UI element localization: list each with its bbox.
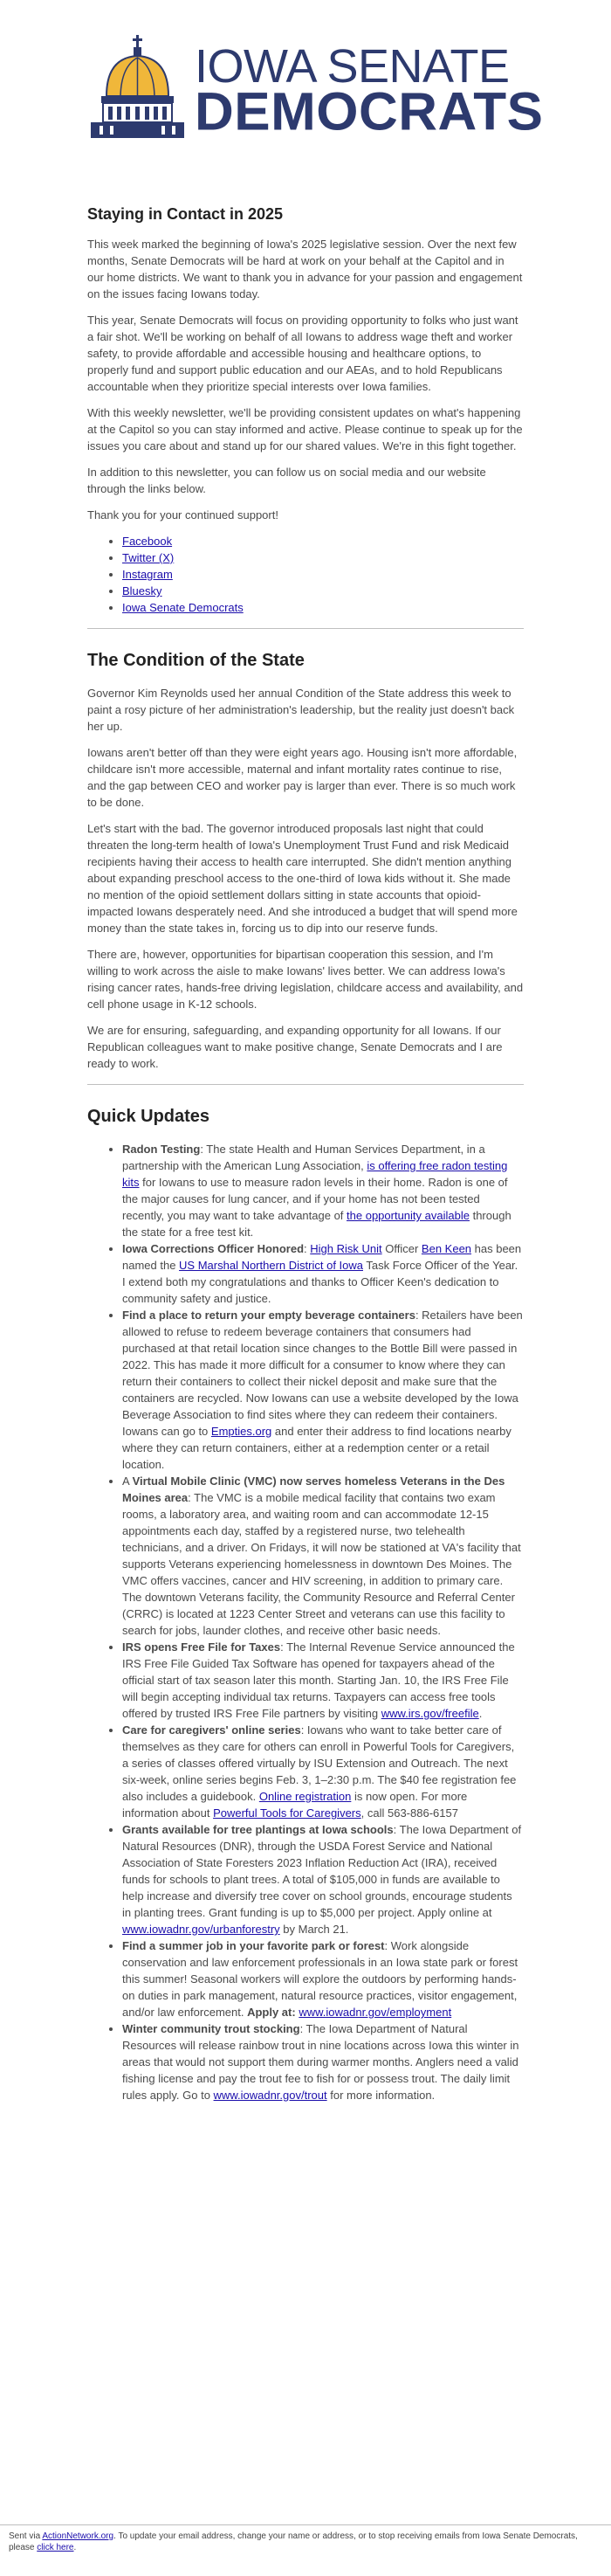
text: A [122,1474,133,1488]
online-registration-link[interactable]: Online registration [258,1790,352,1803]
text: has been named the [122,1242,522,1272]
text: : Retailers have been allowed to refuse to redeem beverage containers that consumers had purchased at that retail location since changes to the Bottle Bill were passed in 2022. This has made it more difficult for a consumer to know where they can return their containers to collect their nickel deposit and make sure that the containers are recycled. Now Iowans can use a website developed by the Iowa Beverage Association to find sites where they can redeem their containers. Iowans can go to [122,1309,523,1438]
condition-paragraph-2: Iowans aren't better off than they were eight years ago. Housing isn't more affordable, childcare isn't more accessible, maternal and infant mortality rates continue to rise, and the gap between CEO and worker pay is larger than ever. There is so much work to be done. [87,746,518,809]
quick-updates-list [87,1141,524,2103]
footer-text [9,2531,602,2553]
condition-paragraph-1: Governor Kim Reynolds used her annual Condition of the State address this week to paint a rosy picture of her administration's leadership, but the reality just doesn't back her up. [87,687,515,733]
text: : The Iowa Department of Natural Resources (DNR), through the USDA Forest Service and National Association of State Foresters 2023 Inflation Reduction Act (IRA), received funds for schools to plant trees. A total of $105,000 in funds are available to help increase and diversify tree cover on school grounds, encourage students in planting trees. Grant funding is up to $5,000 per project. Apply online at [122,1823,522,1919]
update-heading: IRS opens Free File for Taxes [122,1640,281,1654]
update-irs [122,1639,524,1722]
quick-updates-title: Quick Updates [87,1107,210,1126]
logo-line-1: IOWA SENATE [195,40,510,93]
text: : Work alongside conservation and law enforcement professionals in an Iowa state park or forest this summer! Seasonal workers will explore the outdoors by performing hands-on duties in park management, natural resource practices, visitor engagement, and/or law enforcement. [122,1939,518,2019]
text: : [304,1242,311,1255]
website-link[interactable]: Iowa Senate Democrats [122,601,244,614]
radon-kits-link[interactable]: is offering free radon testing kits [122,1159,508,1189]
intro-title: Staying in Contact in 2025 [87,205,284,223]
update-trout [122,2020,524,2103]
text: by March 21. [279,1923,349,1936]
update-heading: Iowa Corrections Officer Honored [122,1242,305,1255]
text: for more information. [326,2089,436,2102]
text: Officer [381,1242,422,1255]
twitter-link[interactable]: Twitter (X) [122,551,175,564]
intro-paragraph-4: In addition to this newsletter, you can follow us on social media and our website through the links below. [87,466,486,495]
text: . [478,1707,483,1720]
list-item [122,599,524,616]
text: : The Internal Revenue Service announced the IRS Free File Guided Tax Software has opened for taxpayers ahead of the official start of tax season later this month. Starting Jan. 10, the IRS Free File will begin accepting individual tax returns. Taxpayers can access free tools offered by trusted IRS Free File partners by visiting [122,1640,515,1720]
condition-paragraph-3: Let's start with the bad. The governor introduced proposals last night that could threaten the long-term health of Iowa's Unemployment Trust Fund and risk Medicaid recipients having their access to health care interrupted. She didn't mention anything about expanding preschool access to the one-third of Iowa kids without it. She made no mention of the opioid settlement dollars sitting in state accounts that opioid-impacted Iowans desperately need. And she introduced a budget that will spend more money than the state takes in, forcing us to dip into our reserve funds. [87,822,518,935]
actionnetwork-link[interactable]: ActionNetwork.org [42,2531,114,2541]
update-summer-job [122,1937,524,2020]
update-beverage [122,1307,524,1473]
update-heading: Winter community trout stocking [122,2022,300,2035]
update-heading: Find a place to return your empty beverage containers [122,1309,415,1322]
ben-keen-link[interactable]: Ben Keen [421,1242,472,1255]
list-item [122,533,524,549]
text: : The state Health and Human Services Department, in a partnership with the American Lung Association, [122,1143,485,1172]
intro-paragraph-2: This year, Senate Democrats will focus on providing opportunity to folks who just want a fair shot. We'll be working on behalf of all Iowans to address wage theft and worker safety, to provide affordable and accessible housing and healthcare options, to properly fund and support public education and our AEAs, and to hold Republicans accountable when they prioritize special interests over Iowa families. [87,314,518,393]
text: Sent via [9,2531,43,2541]
update-vmc [122,1473,524,1639]
divider [87,1084,524,1085]
social-links [87,533,524,616]
text: : The Iowa Department of Natural Resources will release rainbow trout in nine locations across Iowa this winter in areas that would not support them during warmer months. Anglers need a valid fishing license and pay the trout fee to fish for or possess trout. The daily limit rules apply. Go to [122,2022,519,2102]
list-item [122,583,524,599]
intro-paragraph-5: Thank you for your continued support! [87,508,278,521]
update-heading: Radon Testing [122,1143,201,1156]
text: : The VMC is a mobile medical facility that contains two exam rooms, a laboratory area, and waiting room and can accommodate 12-15 appointments each day, staffed by a registered nurse, two telehealth technicians, and a driver. On Fridays, it will now be stationed at VA's facility that supports Veterans experiencing homelessness in downtown Des Moines. The VMC offers vaccines, cancer and HIV screening, in addition to primary care. The downtown Veterans facility, the Community Resource and Referral Center (CRRC) is located at 1223 Center Street and veterans can use this facility to search for jobs, launder clothes, and receive other basic needs. [122,1491,521,1637]
condition-paragraph-5: We are for ensuring, safeguarding, and expanding opportunity for all Iowans. If our Republican colleagues want to make positive change, Senate Democrats and I are ready to work. [87,1024,503,1070]
list-item [122,549,524,566]
update-heading: Find a summer job in your favorite park or forest [122,1939,385,1952]
text: Task Force Officer of the Year. I extend both my congratulations and thanks to Officer Keen's dedication to community safety and justice. [122,1259,518,1305]
update-trees [122,1821,524,1937]
update-heading: Care for caregivers' online series [122,1723,301,1737]
apply-label: Apply at: [247,2006,296,2019]
condition-title: The Condition of the State [87,651,305,670]
capitol-icon [87,31,188,142]
condition-paragraph-4: There are, however, opportunities for bipartisan cooperation this session, and I'm willing to work across the aisle to make Iowans' lives better. We can address Iowa's rising cancer rates, hands-free driving legislation, childcare access and availability, and cell phone usage in K-12 schools. [87,948,524,1011]
employment-link[interactable]: www.iowadnr.gov/employment [299,2006,452,2019]
logo [87,0,544,175]
text: and enter their address to find locations nearby where they can return containers, either at a redemption center or a retail location. [122,1425,511,1471]
text: . [73,2543,77,2552]
irs-freefile-link[interactable]: www.irs.gov/freefile [381,1707,479,1720]
update-heading: Grants available for tree plantings at Iowa schools [122,1823,394,1836]
footer [0,2524,611,2553]
intro-paragraph-1: This week marked the beginning of Iowa's 2025 legislative session. Over the next few months, Senate Democrats will be hard at work on your behalf at the Capitol and in our home districts. We want to thank you in advance for your passion and engagement on the issues facing Iowans today. [87,238,523,300]
empties-link[interactable]: Empties.org [210,1425,272,1438]
facebook-link[interactable]: Facebook [122,535,173,548]
text: is now open. For more information about [122,1790,468,1820]
us-marshal-link[interactable]: US Marshal Northern District of Iowa [179,1259,363,1272]
trout-link[interactable]: www.iowadnr.gov/trout [213,2089,327,2102]
intro-paragraph-3: With this weekly newsletter, we'll be providing consistent updates on what's happening at the Capitol so you can stay informed and active. Please continue to speak up for the issues you care about and stand up for our shared values. We're in this fight together. [87,406,523,452]
update-corrections [122,1240,524,1307]
update-heading: Virtual Mobile Clinic (VMC) now serves homeless Veterans in the Des Moines area [122,1474,505,1504]
high-risk-unit-link[interactable]: High Risk Unit [310,1242,382,1255]
update-radon [122,1141,524,1240]
text: . To update your email address, change your name or address, or to stop receiving emails from Iowa Senate Democrats, please [9,2531,578,2552]
instagram-link[interactable]: Instagram [122,568,173,581]
newsletter [87,0,544,2103]
bluesky-link[interactable]: Bluesky [122,584,162,597]
urban-forestry-link[interactable]: www.iowadnr.gov/urbanforestry [122,1923,280,1936]
unsubscribe-link[interactable]: click here [37,2543,74,2552]
logo-line-2: DEMOCRATS [195,82,544,142]
text: through the state for a free test kit. [122,1209,511,1239]
text: , call 563-886-6157 [360,1806,458,1820]
radon-opportunity-link[interactable]: the opportunity available [347,1209,470,1222]
text: : Iowans who want to take better care of themselves as they care for others can enroll in Powerful Tools for Caregivers, a series of classes offered virtually by ISU Extension and Outreach. The next six-week, online series begins Feb. 3, 1–2:30 p.m. The $40 fee registration fee also includes a guidebook. [122,1723,517,1803]
text: for Iowans to use to measure radon levels in their home. Radon is one of the major causes for lung cancer, and if your home has not been tested recently, you may want to take advantage of [122,1176,508,1222]
update-caregivers [122,1722,524,1821]
divider [87,628,524,629]
list-item [122,566,524,583]
powerful-tools-link[interactable]: Powerful Tools for Caregivers [213,1806,361,1820]
